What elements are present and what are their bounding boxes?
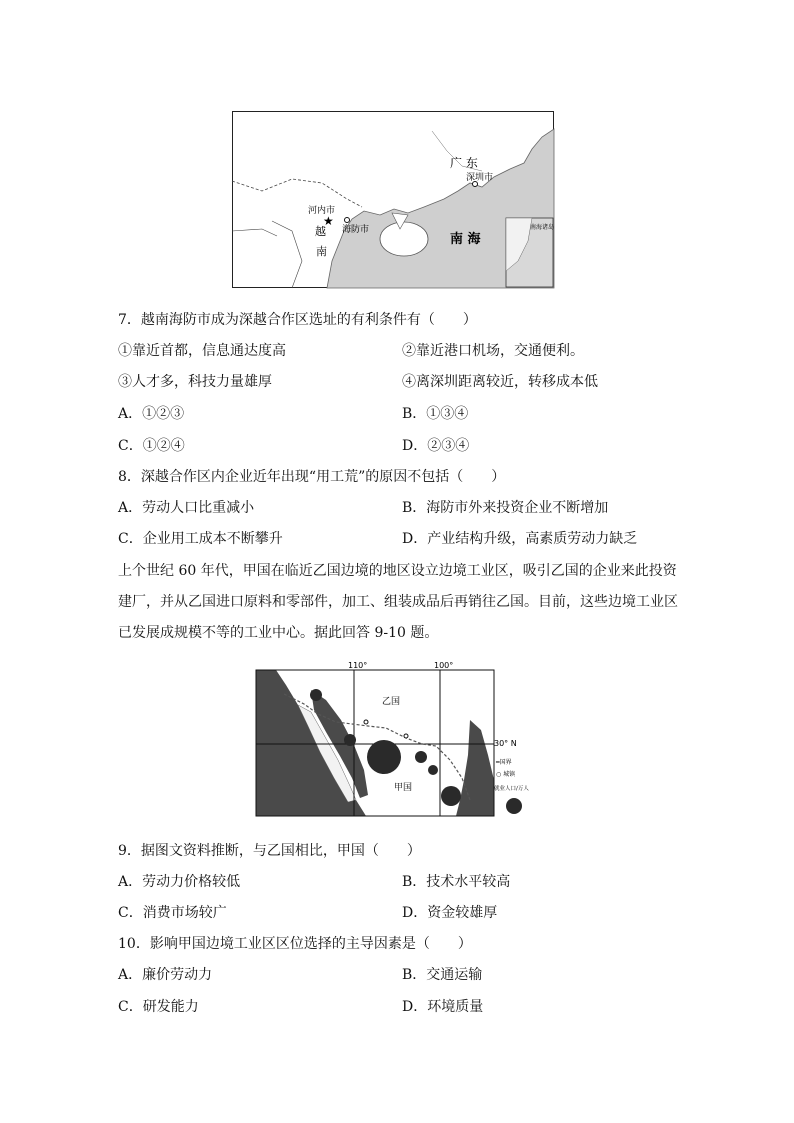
label-hanoi: 河内市 (308, 206, 336, 216)
employment-circle (404, 734, 408, 738)
label-vietnam-2: 南 (316, 245, 327, 258)
employment-circle (310, 689, 322, 701)
q7-question: 7．越南海防市成为深越合作区选址的有利条件有（ ） (118, 312, 477, 328)
label-country-jia: 甲国 (394, 783, 413, 793)
label-vietnam-1: 越 (315, 225, 326, 238)
q9-option-b: B．技术水平较高 (402, 874, 511, 890)
q7-condition-3: ③人才多，科技力量雄厚 (118, 374, 272, 390)
q9-option-a: A．劳动力价格较低 (118, 874, 241, 890)
q8-option-d: D．产业结构升级，高素质劳动力缺乏 (402, 531, 638, 547)
q9-option-d: D．资金较雄厚 (402, 905, 498, 921)
hainan-island (380, 222, 428, 256)
q8-option-c: C．企业用工成本不断攀升 (118, 531, 283, 547)
q10-question: 10．影响甲国边境工业区区位选择的主导因素是（ ） (118, 936, 472, 952)
q10-option-d: D．环境质量 (402, 999, 484, 1015)
q9-option-c: C．消费市场较广 (118, 905, 227, 921)
employment-circle (415, 751, 427, 763)
map-guangdong-vietnam (232, 111, 554, 288)
label-shenzhen: 深圳市 (466, 173, 494, 183)
q10-option-c: C．研发能力 (118, 999, 199, 1015)
label-guangdong: 广 东 (450, 156, 478, 170)
q7-condition-4: ④离深圳距离较近，转移成本低 (402, 374, 598, 390)
label-lat30: 30° N (494, 739, 517, 748)
q8-question: 8．深越合作区内企业近年出现“用工荒”的原因不包括（ ） (118, 469, 506, 485)
q9-question: 9．据图文资料推断，与乙国相比，甲国（ ） (118, 843, 421, 859)
q8-option-a: A．劳动人口比重减小 (118, 500, 255, 516)
q10-option-a: A．廉价劳动力 (118, 967, 213, 983)
employment-circle (441, 786, 461, 806)
legend-population: 就业人口/万人 (494, 786, 529, 792)
q7-option-a: A．①②③ (118, 406, 185, 422)
employment-circle (364, 720, 368, 724)
haiphong-city-icon (345, 218, 350, 223)
label-lon110: 110° (348, 661, 368, 670)
passage-line-3: 已发展成规模不等的工业中心。据此回答 9-10 题。 (118, 625, 439, 641)
label-lon100: 100° (434, 661, 454, 670)
q7-option-b: B．①③④ (402, 406, 469, 422)
star-icon: ★ (323, 214, 334, 228)
label-south-sea: 南 海 (450, 232, 481, 247)
employment-circle (367, 740, 401, 774)
q7-condition-2: ②靠近港口机场，交通便利。 (402, 343, 584, 359)
q7-option-c: C．①②④ (118, 438, 185, 454)
q8-option-b: B．海防市外来投资企业不断增加 (402, 500, 609, 516)
label-haiphong: 海防市 (342, 225, 370, 235)
passage-line-1: 上个世纪 60 年代，甲国在临近乙国边境的地区设立边境工业区，吸引乙国的企业来此投资 (118, 563, 677, 579)
employment-circle (428, 765, 438, 775)
legend-city: ○ 城镇 (496, 771, 516, 778)
employment-circle (344, 734, 356, 746)
q10-option-b: B．交通运输 (402, 967, 483, 983)
passage-line-2: 建厂，并从乙国进口原料和零部件，加工、组装成品后再销往乙国。目前，这些边境工业区 (118, 594, 678, 610)
legend-border: ━国界 (496, 759, 512, 766)
inset-label: 南海诸岛 (530, 224, 555, 231)
legend-circle (506, 798, 522, 814)
q7-option-d: D．②③④ (402, 438, 470, 454)
label-country-yi: 乙国 (382, 697, 401, 707)
map-border-industrial (256, 660, 529, 816)
q7-condition-1: ①靠近首都，信息通达度高 (118, 343, 286, 359)
